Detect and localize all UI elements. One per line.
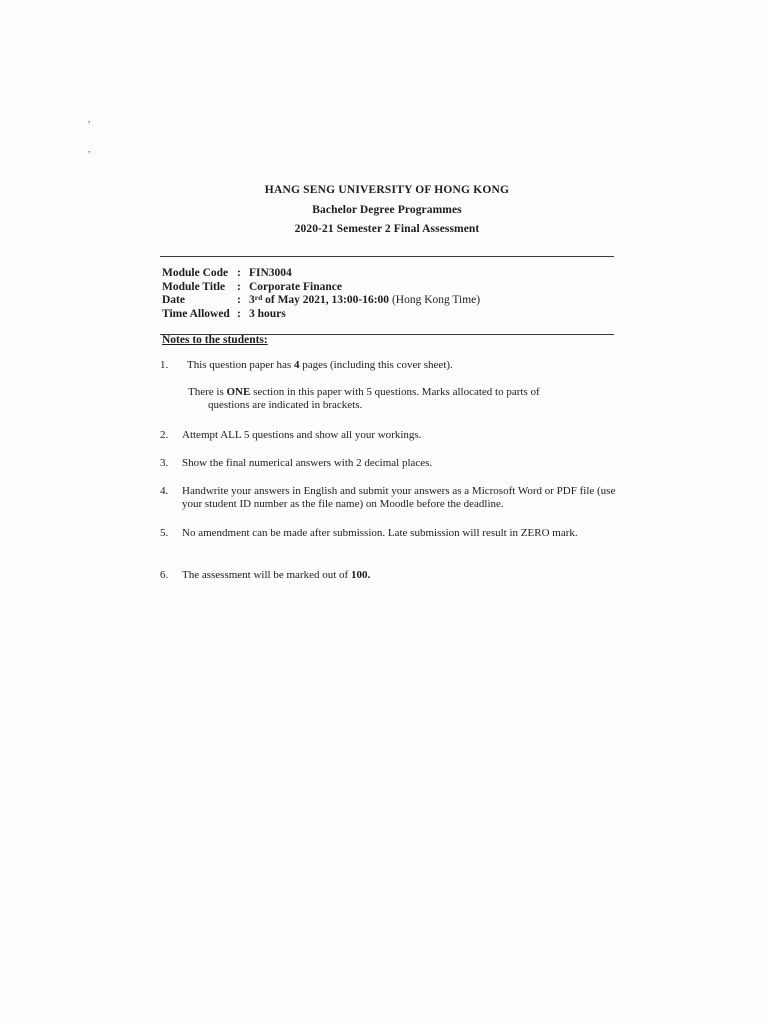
note-number: 4. (160, 485, 169, 497)
note-number: 5. (160, 527, 169, 539)
date-ordinal: rd (254, 293, 263, 302)
scan-mark: , (88, 144, 91, 154)
assessment-title: 2020-21 Semester 2 Final Assessment (294, 223, 480, 235)
note-item (160, 527, 630, 540)
module-info (162, 267, 480, 321)
module-title-value: Corporate Finance (249, 280, 342, 293)
note-text: No amendment can be made after submission. Late submission will result in ZERO mark. (182, 527, 578, 539)
note-text: This question paper has 4 pages (including this cover sheet). (187, 359, 453, 371)
note-text: The assessment will be marked out of 100. (182, 569, 371, 581)
programme-name: Bachelor Degree Programmes (312, 203, 462, 216)
time-allowed-row (162, 308, 480, 322)
document-header (160, 181, 614, 240)
date-row (162, 294, 480, 308)
date-label: Date (162, 294, 185, 306)
colon: : (237, 307, 241, 320)
module-code-value: FIN3004 (249, 267, 292, 279)
colon: : (237, 294, 241, 306)
note-item (160, 457, 630, 470)
date-rest: of May 2021, 13:00-16:00 (262, 294, 390, 306)
note-text: Show the final numerical answers with 2 decimal places. (182, 457, 433, 469)
date-timezone-note: (Hong Kong Time) (389, 294, 481, 306)
colon: : (237, 280, 241, 293)
note-item (160, 359, 630, 372)
date-value (249, 294, 480, 308)
module-code-label: Module Code (162, 267, 229, 279)
university-name: HANG SENG UNIVERSITY OF HONG KONG (264, 184, 510, 196)
note-number: 6. (160, 569, 169, 581)
note-item (160, 429, 630, 442)
note-number: 2. (160, 429, 169, 441)
module-title-label: Module Title (162, 280, 226, 293)
note-number: 1. (160, 359, 169, 371)
note-text: Handwrite your answers in English and submit your answers as a Microsoft Word or PDF file (use your student ID number as the file name) on Moodle before the deadline. (182, 485, 616, 510)
time-allowed-value: 3 hours (249, 307, 286, 320)
scan-mark: , (88, 114, 91, 124)
note-item (160, 485, 630, 511)
date-day: 3 (249, 294, 255, 306)
top-divider (160, 256, 614, 257)
colon: : (237, 267, 241, 279)
module-title-row (162, 281, 480, 295)
time-allowed-label: Time Allowed (162, 307, 230, 320)
note-subparagraph: There is ONE section in this paper with 5 questions. Marks allocated to parts of questions are indicated in brackets. (188, 386, 540, 411)
note-number: 3. (160, 457, 169, 469)
note-item (160, 569, 630, 582)
notes-heading: Notes to the students: (162, 334, 268, 346)
note-text: Attempt ALL 5 questions and show all your workings. (182, 429, 422, 441)
module-code-row (162, 267, 480, 281)
